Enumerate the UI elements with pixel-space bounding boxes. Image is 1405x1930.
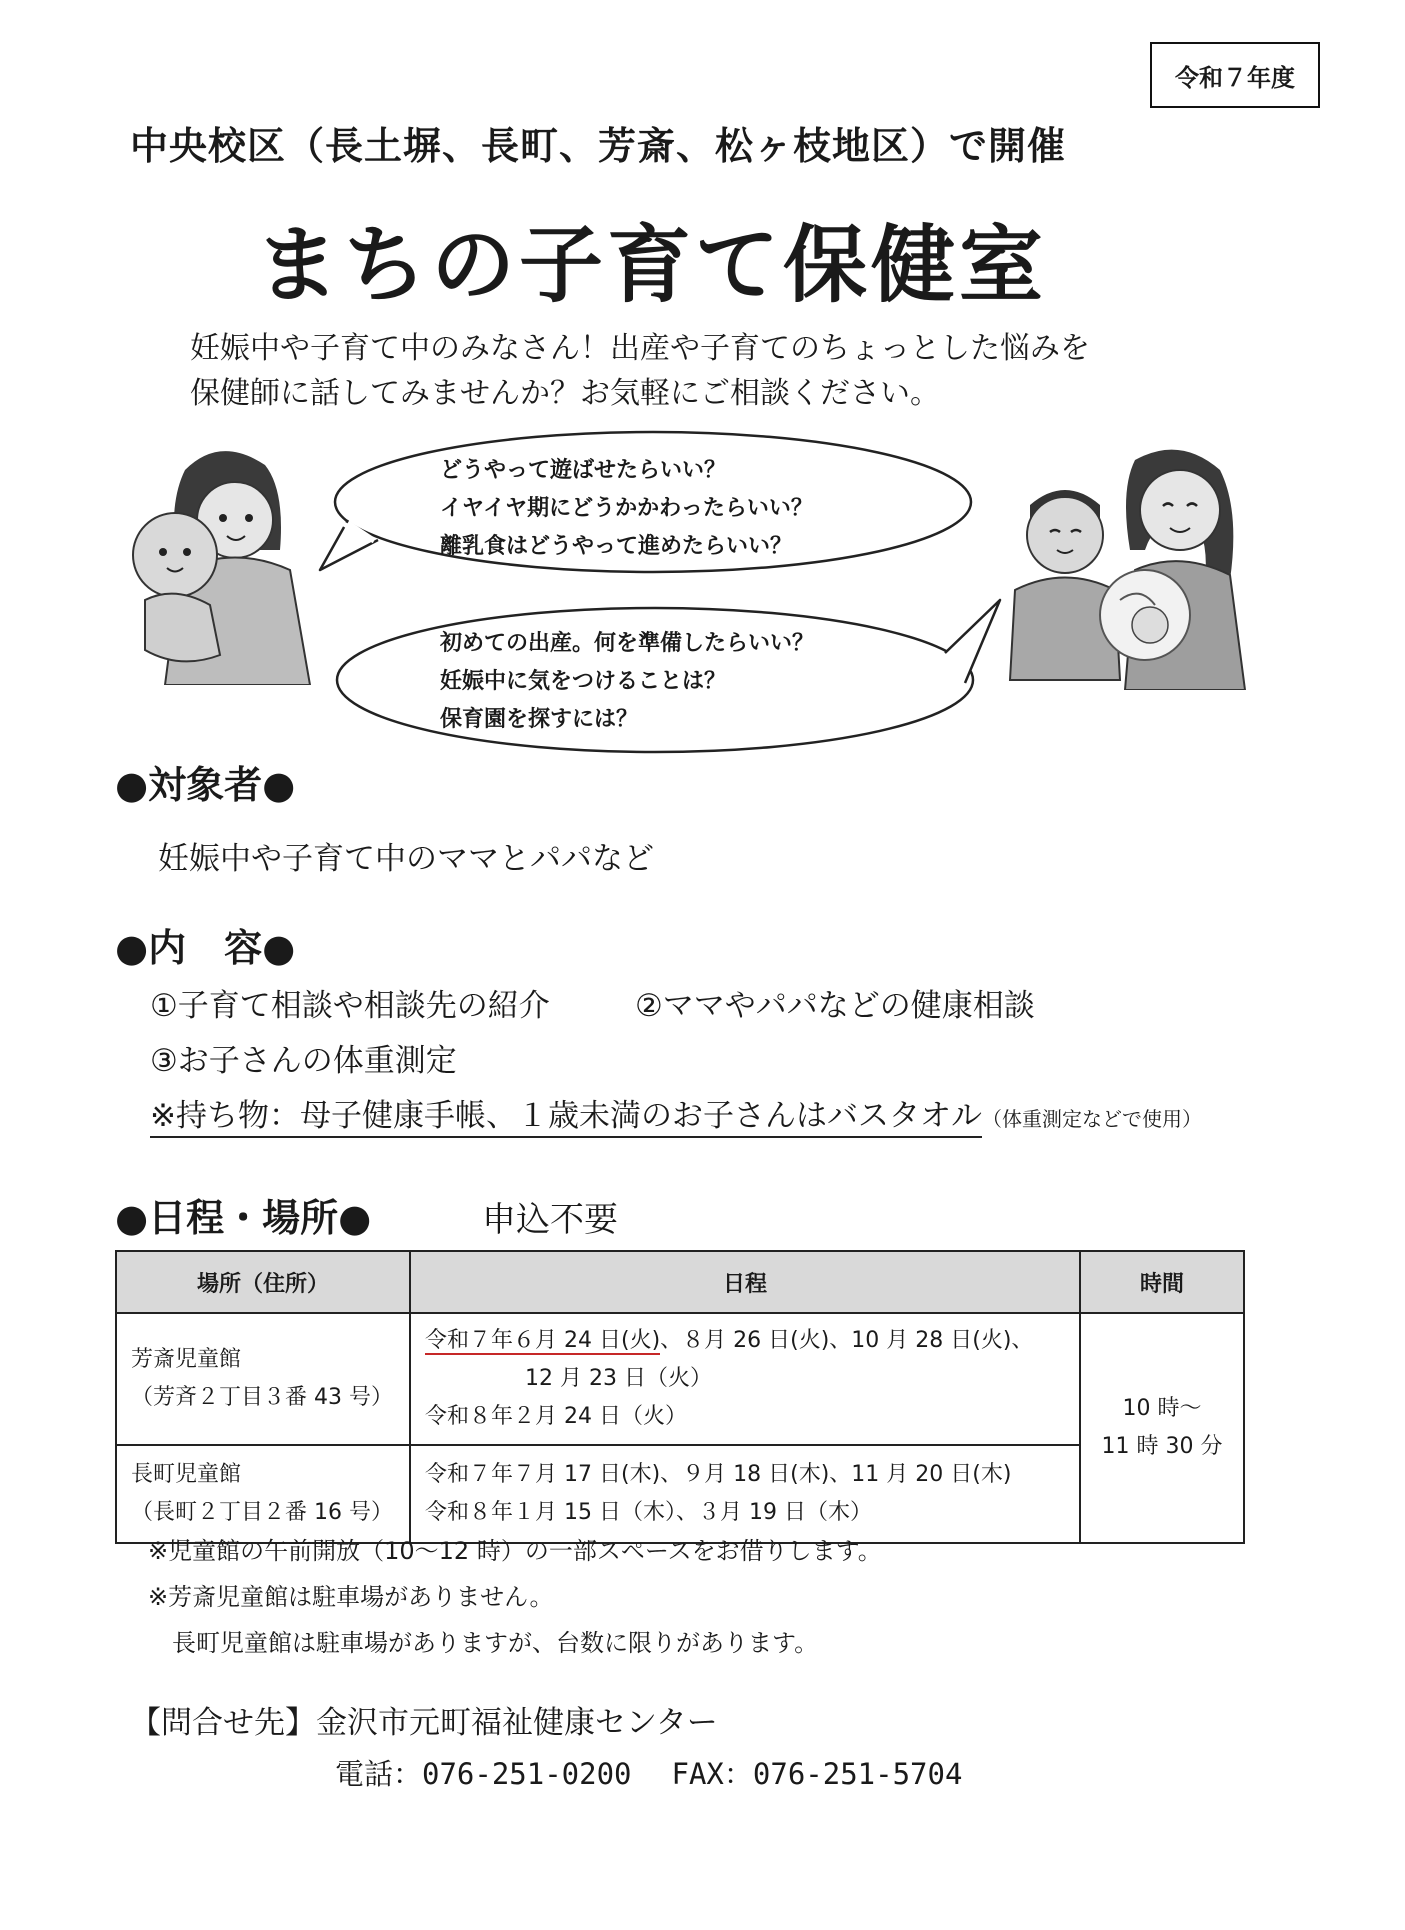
time-start: 10 時～	[1122, 1396, 1202, 1421]
belongings-text: ※持ち物：母子健康手帳、１歳未満のお子さんはバスタオル	[150, 1098, 982, 1138]
note-line: 長町児童館は駐車場がありますが、台数に限りがあります。	[148, 1629, 819, 1657]
place-address: （長町２丁目２番 16 号）	[131, 1500, 393, 1525]
place-address: （芳斉２丁目３番 43 号）	[131, 1385, 393, 1410]
schedule-table	[115, 1250, 1245, 1544]
bubble-top-text	[440, 452, 813, 566]
schedule-heading: ●日程・場所●	[115, 1196, 372, 1240]
time-cell	[1080, 1313, 1244, 1543]
contact-label: 【問合せ先】金沢市元町福祉健康センター	[130, 1705, 718, 1741]
page-title: まちの子育て保健室	[255, 216, 1048, 314]
column-header-dates: 日程	[410, 1251, 1080, 1313]
date-text: 令和８年１月 15 日（木）、３月 19 日（木）	[425, 1500, 872, 1525]
notes	[148, 1528, 882, 1666]
no-application-label: 申込不要	[482, 1200, 618, 1240]
place-name: 芳斎児童館	[131, 1347, 242, 1372]
page-subtitle: 中央校区（長土塀、長町、芳斎、松ヶ枝地区）で開催	[130, 124, 1067, 168]
place-cell	[116, 1313, 410, 1445]
content-item-1: ①子育て相談や相談先の紹介	[150, 988, 550, 1024]
date-text: 令和７年７月 17 日(木)、９月 18 日(木)、11 月 20 日(木)	[425, 1462, 1012, 1487]
target-heading: ●対象者●	[115, 763, 296, 807]
place-name: 長町児童館	[131, 1462, 242, 1487]
bubble-question: 離乳食はどうやって進めたらいい？	[440, 534, 793, 559]
belongings	[150, 1090, 1202, 1135]
intro-line: 妊娠中や子育て中のみなさん！出産や子育てのちょっとした悩みを	[190, 331, 1090, 366]
intro-line: 保健師に話してみませんか？お気軽にご相談ください。	[190, 376, 940, 411]
table-row	[116, 1313, 1244, 1445]
intro-text	[190, 326, 1090, 416]
fiscal-year-badge: 令和７年度	[1150, 42, 1320, 108]
highlighted-date: 令和７年６月 24 日(火)	[425, 1328, 661, 1353]
phone-number: 電話：076-251-0200	[335, 1757, 632, 1791]
date-text: 令和８年２月 24 日（火）	[425, 1404, 687, 1429]
content-item-2: ②ママやパパなどの健康相談	[635, 988, 1035, 1024]
note-line: ※芳斎児童館は駐車場がありません。	[148, 1583, 554, 1611]
bubble-question: 妊娠中に気をつけることは？	[440, 669, 727, 694]
bubble-question: イヤイヤ期にどうかかわったらいい？	[440, 496, 813, 521]
bubble-question: 初めての出産。何を準備したらいい？	[440, 631, 815, 656]
bubble-bottom-text	[440, 625, 814, 739]
content-heading: ●内 容●	[115, 926, 296, 970]
couple-illustration	[1005, 440, 1250, 690]
time-end: 11 時 30 分	[1101, 1434, 1223, 1459]
table-header-row	[116, 1251, 1244, 1313]
belongings-note: （体重測定などで使用）	[981, 1107, 1202, 1131]
content-item-3: ③お子さんの体重測定	[150, 1043, 457, 1079]
mother-baby-illustration	[125, 440, 320, 685]
column-header-place: 場所（住所）	[116, 1251, 410, 1313]
bubble-question: どうやって遊ばせたらいい？	[440, 458, 727, 483]
dates-cell	[410, 1313, 1080, 1445]
note-line: ※児童館の午前開放（10～12 時）の一部スペースをお借りします。	[148, 1537, 882, 1565]
date-text: 、８月 26 日(火)、10 月 28 日(火)、	[660, 1328, 1034, 1353]
contact-numbers	[335, 1752, 1002, 1793]
fax-number: FAX：076-251-5704	[671, 1757, 963, 1791]
column-header-time: 時間	[1080, 1251, 1244, 1313]
bubble-question: 保育園を探すには？	[440, 707, 639, 732]
date-text: 12 月 23 日（火）	[525, 1366, 712, 1391]
target-text: 妊娠中や子育て中のママとパパなど	[158, 841, 654, 877]
